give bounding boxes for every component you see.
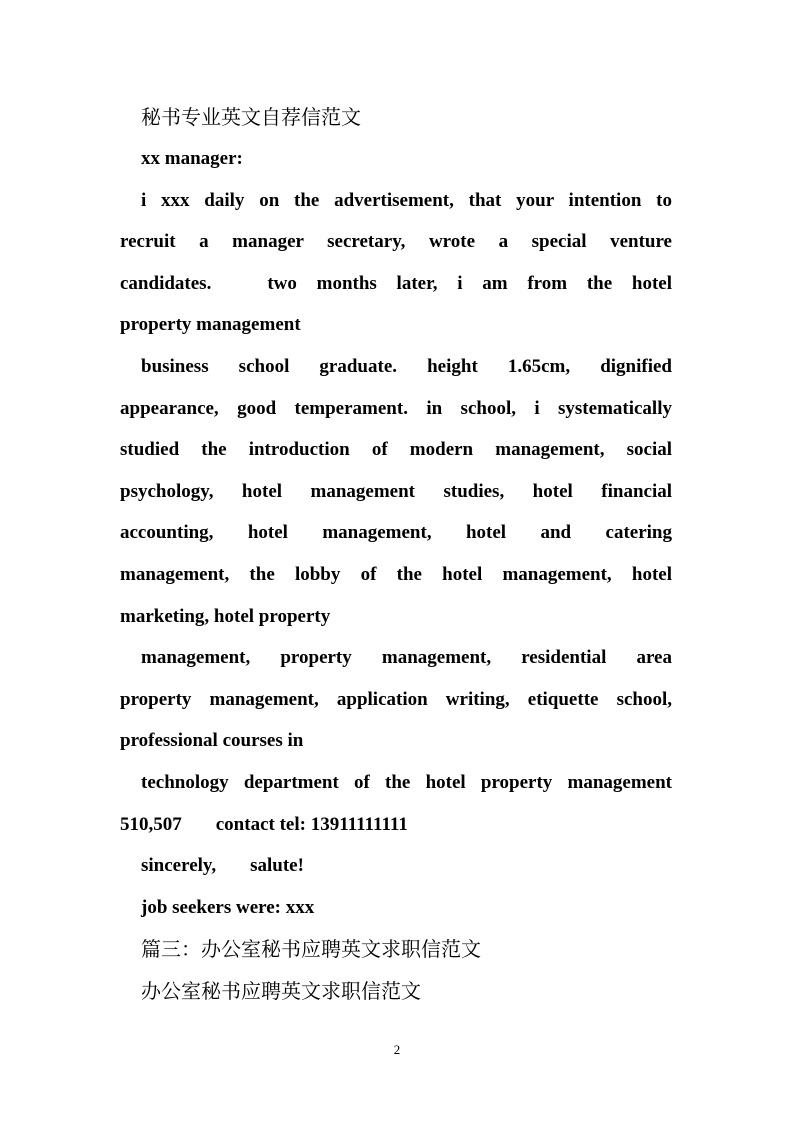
contact-tel: contact tel: 13911111111: [215, 814, 408, 835]
paragraph-2-line-5: accounting, hotel management, hotel and catering: [120, 522, 672, 543]
closing-salute: salute!: [250, 855, 304, 876]
page-number: 2: [393, 1042, 401, 1057]
paragraph-2-line-1: business school graduate. height 1.65cm, dignified: [141, 356, 672, 377]
paragraph-2-line-4: psychology, hotel management studies, hotel financial: [120, 481, 672, 502]
paragraph-2-line-7: marketing, hotel property: [120, 606, 331, 627]
paragraph-4-line-1: technology department of the hotel property management: [141, 772, 672, 793]
paragraph-2-line-2: appearance, good temperament. in school, i systematically: [120, 398, 672, 419]
paragraph-1-line-3-end: two months later, i am from the hotel: [267, 273, 672, 294]
signature: job seekers were: xxx: [141, 897, 315, 918]
postal-code: 510,507: [120, 814, 182, 835]
paragraph-2-line-6: management, the lobby of the hotel management, hotel: [120, 564, 672, 585]
salutation: xx manager:: [141, 148, 243, 169]
paragraph-3-line-2: property management, application writing, etiquette school,: [120, 689, 672, 710]
paragraph-3-line-3: professional courses in: [120, 730, 304, 751]
paragraph-1-line-3-start: candidates.: [120, 273, 212, 294]
paragraph-4-line-2: [120, 813, 672, 837]
paragraph-3-line-1: management, property management, residential area: [141, 647, 672, 668]
paragraph-1-line-4: property management: [120, 314, 301, 335]
heading: 秘书专业英文自荐信范文: [141, 105, 361, 129]
section-heading: 篇三：办公室秘书应聘英文求职信范文: [141, 937, 481, 961]
section-title: 办公室秘书应聘英文求职信范文: [141, 979, 421, 1003]
closing-line: [141, 854, 672, 878]
paragraph-1-line-3: [120, 272, 672, 296]
paragraph-1-line-2: recruit a manager secretary, wrote a special venture: [120, 231, 672, 252]
closing-sincerely: sincerely,: [141, 855, 217, 876]
paragraph-1-line-1: i xxx daily on the advertisement, that your intention to: [141, 190, 672, 211]
paragraph-2-line-3: studied the introduction of modern management, social: [120, 439, 672, 460]
